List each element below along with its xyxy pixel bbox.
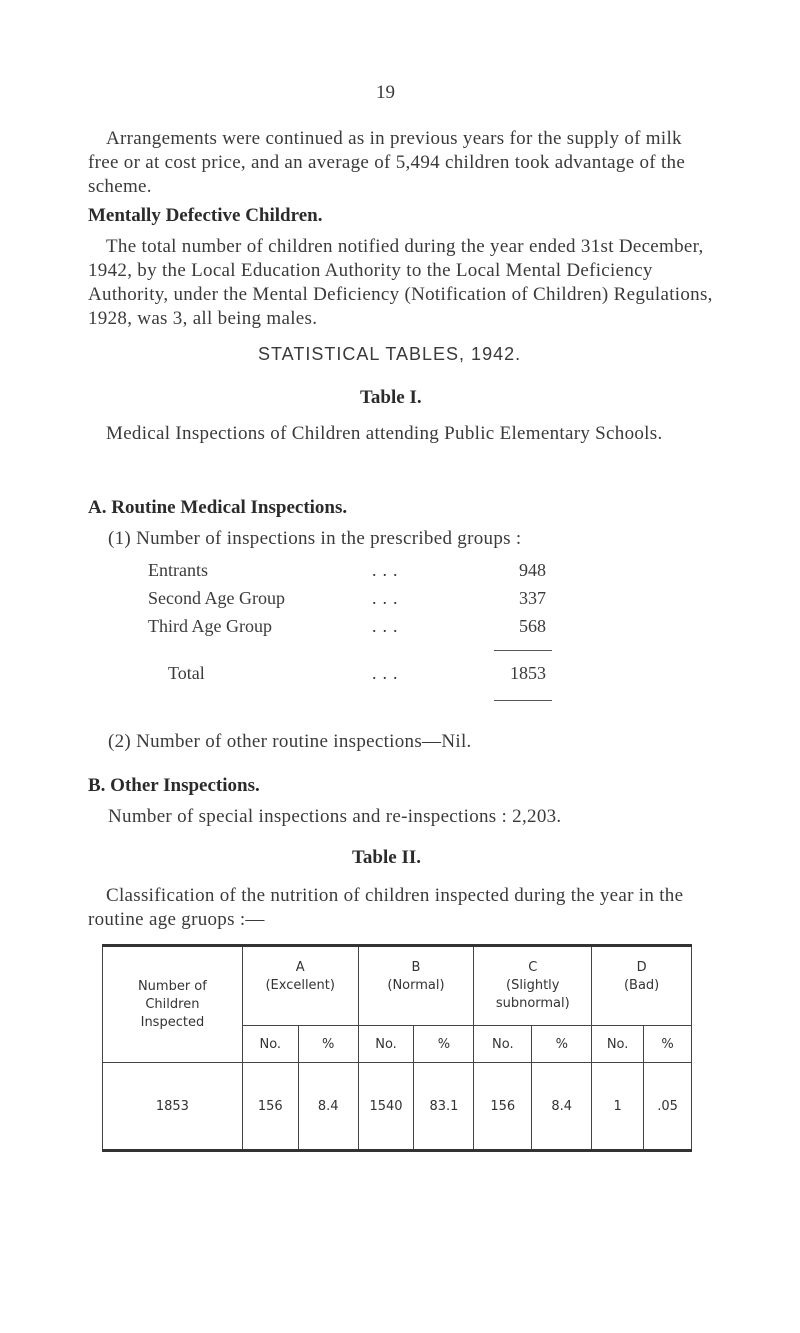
mental-paragraph: The total number of children notified during the year ended 31st December, 1942, by the Local Education Authority to the Local Mental Deficiency Authority, under the Mental Deficiency (Notification of Children) Regulations, 1928, was 3, all being males. (88, 236, 713, 329)
group-row-entrants (148, 560, 548, 584)
group-label: Entrants (148, 560, 208, 580)
d-no: 1 (592, 1063, 644, 1151)
a-pct: 8.4 (298, 1063, 358, 1151)
group-dots: ... (372, 588, 404, 608)
sub-pct: % (414, 1026, 474, 1063)
col-d-header (592, 946, 692, 1026)
row-header: Number of Children Inspected (137, 978, 207, 1030)
section-b-text: Number of special inspections and re-inspections : 2,203. (108, 806, 562, 827)
section-b-heading: B. Other Inspections. (88, 775, 260, 796)
c-no: 156 (474, 1063, 532, 1151)
col-a-desc: (Excellent) (265, 978, 335, 993)
total-rule-top (494, 650, 552, 651)
group-row-second (148, 588, 548, 612)
sub-pct: % (532, 1026, 592, 1063)
total-row (148, 663, 548, 687)
table-row (103, 1063, 692, 1151)
total-rule-bottom (494, 700, 552, 701)
mental-heading: Mentally Defective Children. (88, 205, 323, 226)
table2-caption: Classification of the nutrition of children inspected during the year in the routine age gruops :— (88, 885, 684, 930)
a-no: 156 (242, 1063, 298, 1151)
group-label: Second Age Group (148, 588, 285, 608)
table1-caption: Medical Inspections of Children attending Public Elementary Schools. (106, 423, 663, 444)
group-row-third (148, 616, 548, 640)
col-b-letter: B (411, 960, 421, 975)
col-c-header (474, 946, 592, 1026)
statistical-title: STATISTICAL TABLES, 1942. (258, 344, 522, 364)
page-number: 19 (376, 82, 395, 103)
sub-no: No. (358, 1026, 414, 1063)
row-header-cell (103, 946, 243, 1063)
group-value: 337 (519, 588, 546, 608)
table1-label: Table I. (360, 387, 422, 408)
table2-label: Table II. (352, 847, 421, 868)
sub-no: No. (474, 1026, 532, 1063)
groups-list (148, 560, 548, 680)
milk-paragraph: Arrangements were continued as in previous years for the supply of milk free or at cost price, and an average of 5,494 children took advantage of the scheme. (88, 128, 686, 197)
col-b-header (358, 946, 474, 1026)
total-value: 1853 (510, 663, 546, 683)
sub-no: No. (242, 1026, 298, 1063)
b-pct: 83.1 (414, 1063, 474, 1151)
col-a-header (242, 946, 358, 1026)
sub-no: No. (592, 1026, 644, 1063)
total-label: Total (168, 663, 205, 683)
group-dots: ... (372, 616, 404, 636)
total-dots: ... (372, 663, 404, 683)
col-c-letter: C (528, 960, 538, 975)
nutrition-table (102, 944, 692, 1152)
section-a-item2: (2) Number of other routine inspections—Nil. (108, 731, 472, 752)
col-d-letter: D (636, 960, 647, 975)
section-a-item1: (1) Number of inspections in the prescribed groups : (108, 528, 522, 549)
col-b-desc: (Normal) (387, 978, 445, 993)
sub-pct: % (644, 1026, 692, 1063)
b-no: 1540 (358, 1063, 414, 1151)
inspected-value: 1853 (103, 1063, 243, 1151)
col-d-desc: (Bad) (623, 978, 660, 993)
group-label: Third Age Group (148, 616, 272, 636)
section-a-heading: A. Routine Medical Inspections. (88, 497, 348, 518)
c-pct: 8.4 (532, 1063, 592, 1151)
d-pct: .05 (644, 1063, 692, 1151)
group-dots: ... (372, 560, 404, 580)
sub-pct: % (298, 1026, 358, 1063)
group-value: 568 (519, 616, 546, 636)
col-a-letter: A (295, 960, 305, 975)
group-value: 948 (519, 560, 546, 580)
col-c-desc: (Slightly subnormal) (495, 978, 570, 1011)
